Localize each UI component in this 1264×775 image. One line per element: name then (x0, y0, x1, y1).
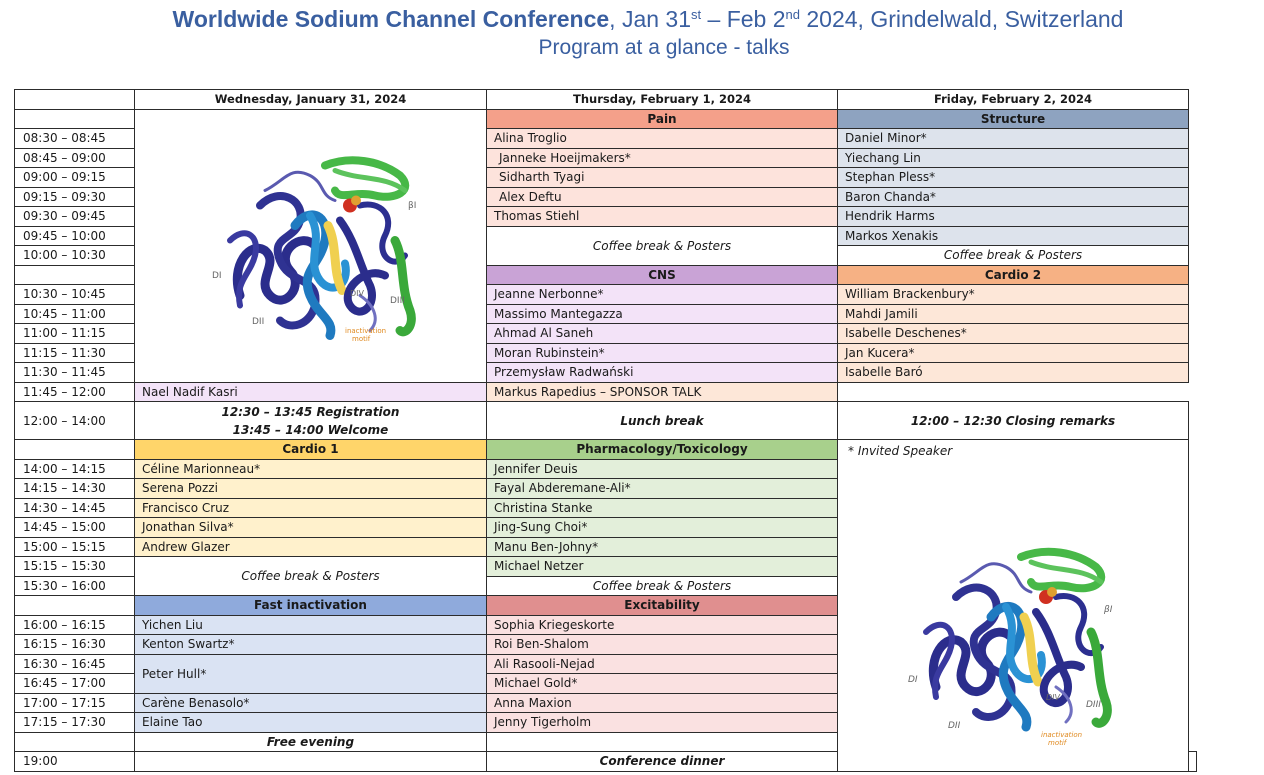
time-cell: 16:00 – 16:15 (15, 615, 135, 635)
talk-cell: Jenny Tigerholm (487, 713, 838, 733)
talk-cell: Peter Hull* (135, 654, 487, 693)
talk-cell: William Brackenbury* (838, 285, 1189, 305)
label-inactivation: inactivation (1041, 731, 1083, 739)
title-sup-nd: nd (785, 7, 800, 22)
time-cell: 16:45 – 17:00 (15, 674, 135, 694)
time-cell-empty (15, 732, 135, 752)
talk-cell: Mahdi Jamili (838, 304, 1189, 324)
session-header-excitability: Excitability (487, 596, 838, 616)
time-cell: 11:30 – 11:45 (15, 363, 135, 383)
talk-cell: Andrew Glazer (135, 537, 487, 557)
talk-cell: Alina Troglio (487, 129, 838, 149)
talk-cell: Christina Stanke (487, 498, 838, 518)
talk-cell: Ali Rasooli-Nejad (487, 654, 838, 674)
time-cell: 19:00 (15, 752, 135, 772)
title-location: 2024, Grindelwald, Switzerland (800, 6, 1124, 32)
label-diii: DIII (390, 295, 405, 306)
time-cell: 10:00 – 10:30 (15, 246, 135, 266)
talk-cell: Carène Benasolo* (135, 693, 487, 713)
time-header-empty (15, 90, 135, 110)
talk-cell: Alex Deftu (487, 187, 838, 207)
talk-cell: Michael Gold* (487, 674, 838, 694)
title-sup-st: st (691, 7, 702, 22)
talk-cell: Elaine Tao (135, 713, 487, 733)
time-cell: 16:15 – 16:30 (15, 635, 135, 655)
day-header-friday: Friday, February 2, 2024 (838, 90, 1189, 110)
time-cell: 08:30 – 08:45 (15, 129, 135, 149)
time-cell: 11:00 – 11:15 (15, 324, 135, 344)
label-di: DI (212, 270, 222, 281)
invited-speaker-note: * Invited Speaker (848, 444, 953, 458)
welcome-text: 13:45 – 14:00 Welcome (232, 423, 389, 437)
conference-name: Worldwide Sodium Channel Conference (172, 6, 610, 32)
talk-cell: Céline Marionneau* (135, 459, 487, 479)
label-beta1: βI (1104, 605, 1113, 615)
day-header-wednesday: Wednesday, January 31, 2024 (135, 90, 487, 110)
talk-cell: Markos Xenakis (838, 226, 1189, 246)
closing-remarks-cell: 12:00 – 12:30 Closing remarks (838, 402, 1189, 440)
talk-cell: Roi Ben-Shalom (487, 635, 838, 655)
time-cell: 14:15 – 14:30 (15, 479, 135, 499)
empty-cell (487, 732, 838, 752)
coffee-break-cell: Coffee break & Posters (135, 557, 487, 596)
session-header-cardio2: Cardio 2 (838, 265, 1189, 285)
label-di: DI (908, 675, 918, 685)
talk-cell: Jeanne Nerbonne* (487, 285, 838, 305)
talk-cell: Thomas Stiehl (487, 207, 838, 227)
talk-cell: Yichen Liu (135, 615, 487, 635)
time-cell-empty (15, 596, 135, 616)
talk-cell: Michael Netzer (487, 557, 838, 577)
talk-cell: Nael Nadif Kasri (135, 382, 487, 402)
talk-cell: Markus Rapedius – SPONSOR TALK (487, 382, 838, 402)
day-header-thursday: Thursday, February 1, 2024 (487, 90, 838, 110)
session-header-fast-inactivation: Fast inactivation (135, 596, 487, 616)
talk-cell: Hendrik Harms (838, 207, 1189, 227)
time-cell: 09:15 – 09:30 (15, 187, 135, 207)
talk-cell: Moran Rubinstein* (487, 343, 838, 363)
time-cell-empty (15, 109, 135, 129)
label-div: DIV (350, 288, 364, 298)
lunch-break-cell: Lunch break (487, 402, 838, 440)
label-motif: motif (1048, 739, 1067, 747)
title-date-start: , Jan 31 (609, 6, 692, 32)
session-header-structure: Structure (838, 109, 1189, 129)
talk-cell: Serena Pozzi (135, 479, 487, 499)
talk-cell: Kenton Swartz* (135, 635, 487, 655)
talk-cell: Sidharth Tyagi (487, 168, 838, 188)
conference-dinner-cell: Conference dinner (487, 752, 838, 772)
label-dii: DII (252, 316, 265, 327)
label-div: DIV (1046, 693, 1060, 702)
talk-cell: Massimo Mantegazza (487, 304, 838, 324)
talk-cell: Jonathan Silva* (135, 518, 487, 538)
talk-cell: Fayal Abderemane-Ali* (487, 479, 838, 499)
time-cell: 10:45 – 11:00 (15, 304, 135, 324)
time-cell: 15:30 – 16:00 (15, 576, 135, 596)
time-cell: 14:00 – 14:15 (15, 459, 135, 479)
talk-cell: Manu Ben-Johny* (487, 537, 838, 557)
session-header-cardio1: Cardio 1 (135, 440, 487, 460)
time-cell: 09:45 – 10:00 (15, 226, 135, 246)
coffee-break-cell: Coffee break & Posters (838, 246, 1189, 266)
talk-cell: Stephan Pless* (838, 168, 1189, 188)
time-cell: 17:00 – 17:15 (15, 693, 135, 713)
title-date-end: – Feb 2 (701, 6, 786, 32)
label-dii: DII (948, 721, 961, 731)
program-table (14, 89, 1197, 772)
conference-subtitle: Program at a glance - talks (538, 36, 790, 59)
time-cell: 14:45 – 15:00 (15, 518, 135, 538)
time-cell: 09:30 – 09:45 (15, 207, 135, 227)
sodium-channel-structure-image (210, 128, 430, 363)
talk-cell: Isabelle Baró (838, 363, 1189, 383)
time-cell: 15:15 – 15:30 (15, 557, 135, 577)
talk-cell: Baron Chanda* (838, 187, 1189, 207)
registration-welcome-cell (135, 402, 487, 440)
page-header (0, 4, 1200, 62)
empty-cell (135, 752, 487, 772)
coffee-break-cell: Coffee break & Posters (487, 576, 838, 596)
free-evening-cell: Free evening (135, 732, 487, 752)
talk-cell: Francisco Cruz (135, 498, 487, 518)
coffee-break-cell: Coffee break & Posters (487, 226, 838, 265)
talk-cell: Jan Kucera* (838, 343, 1189, 363)
time-cell: 10:30 – 10:45 (15, 285, 135, 305)
time-cell: 09:00 – 09:15 (15, 168, 135, 188)
session-header-pain: Pain (487, 109, 838, 129)
time-cell-empty (15, 440, 135, 460)
time-cell: 11:15 – 11:30 (15, 343, 135, 363)
time-cell: 12:00 – 14:00 (15, 402, 135, 440)
talk-cell: Jennifer Deuis (487, 459, 838, 479)
session-header-cns: CNS (487, 265, 838, 285)
time-cell-empty (15, 265, 135, 285)
empty-cell (1189, 752, 1197, 772)
protein-figure-top (135, 109, 487, 382)
talk-cell: Jing-Sung Choi* (487, 518, 838, 538)
talk-cell: Isabelle Deschenes* (838, 324, 1189, 344)
time-cell: 15:00 – 15:15 (15, 537, 135, 557)
time-cell: 14:30 – 14:45 (15, 498, 135, 518)
sodium-channel-structure-image (906, 532, 1126, 747)
time-cell: 16:30 – 16:45 (15, 654, 135, 674)
session-header-pharmacology: Pharmacology/Toxicology (487, 440, 838, 460)
talk-cell: Daniel Minor* (838, 129, 1189, 149)
label-motif: motif (352, 334, 371, 343)
talk-cell: Janneke Hoeijmakers* (487, 148, 838, 168)
registration-text: 12:30 – 13:45 Registration (221, 405, 400, 419)
talk-cell: Ahmad Al Saneh (487, 324, 838, 344)
time-cell: 11:45 – 12:00 (15, 382, 135, 402)
label-beta1: βI (408, 200, 417, 211)
label-diii: DIII (1086, 700, 1101, 710)
conference-title (48, 4, 1248, 34)
talk-cell: Anna Maxion (487, 693, 838, 713)
talk-cell: Yiechang Lin (838, 148, 1189, 168)
label-inactivation: inactivation (345, 326, 387, 335)
talk-cell: Sophia Kriegeskorte (487, 615, 838, 635)
talk-cell: Przemysław Radwański (487, 363, 838, 383)
time-cell: 17:15 – 17:30 (15, 713, 135, 733)
time-cell: 08:45 – 09:00 (15, 148, 135, 168)
invited-speaker-panel (838, 440, 1189, 772)
